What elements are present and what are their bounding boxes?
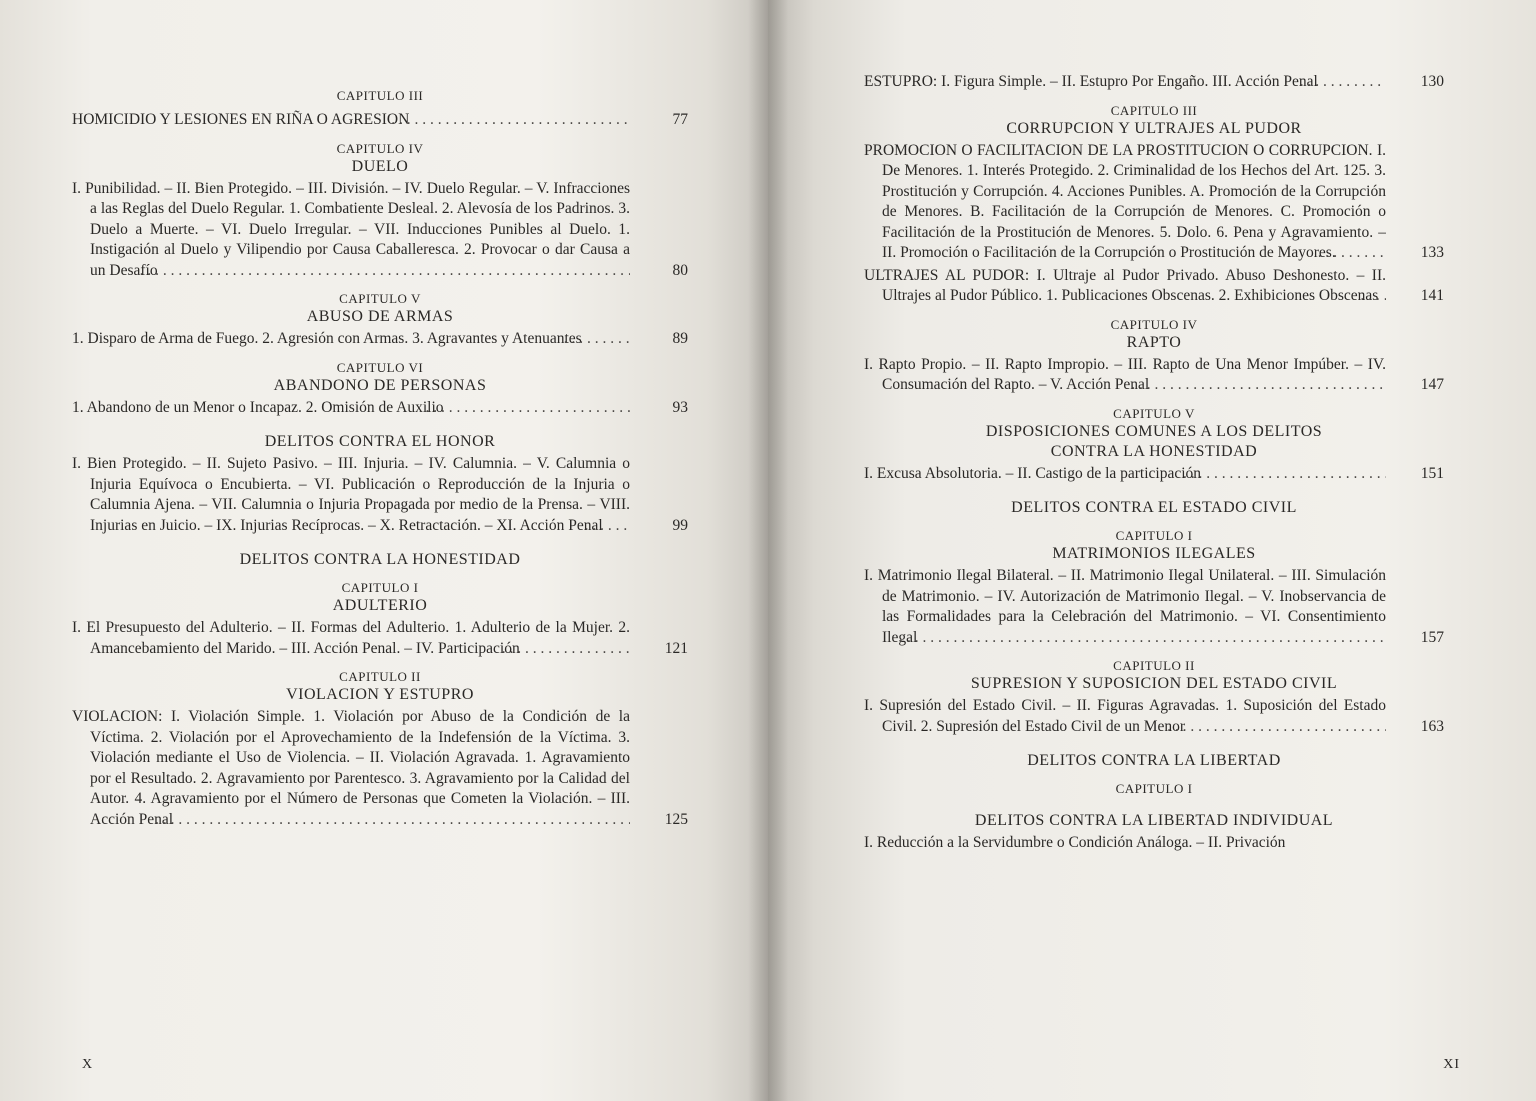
page-number-left: X (82, 1057, 94, 1072)
toc-entry (864, 566, 1444, 648)
section-heading: DELITOS CONTRA LA LIBERTAD INDIVIDUAL (974, 812, 1334, 829)
chapter-label: CAPITULO IV (1110, 316, 1198, 332)
toc-entry (72, 707, 688, 830)
chapter-title: ADULTERIO (332, 597, 428, 614)
toc-page-number: 157 (1420, 628, 1444, 646)
toc-entry-text: 1. Abandono de un Menor o Incapaz. 2. Omisión de Auxilio . . . (72, 398, 630, 419)
chapter-title: SUPRESION Y SUPOSICION DEL ESTADO CIVIL (970, 675, 1338, 692)
toc-entry-text: I. Rapto Propio. – II. Rapto Impropio. – III. Rapto de Una Menor Impúber. – IV. Consumación del Rapto. – V. Acción Penal . . . (864, 355, 1386, 396)
toc-page-number: 133 (1420, 244, 1444, 261)
toc-page-number: 147 (1420, 376, 1444, 393)
chapter-title: CORRUPCION Y ULTRAJES AL PUDOR (1006, 119, 1302, 137)
toc-entry (72, 110, 688, 131)
chapter-label: CAPITULO V (1113, 405, 1195, 421)
toc-entry-text: ULTRAJES AL PUDOR: I. Ultraje al Pudor Privado. Abuso Deshonesto. – II. Ultrajes al Pudor Público. 1. Publicaciones Obscenas. 2. Exhibiciones Obscenas . . . (864, 266, 1386, 307)
page-number-right: XI (1443, 1057, 1460, 1072)
section-heading: DELITOS CONTRA EL HONOR (264, 433, 496, 450)
toc-entry (864, 266, 1444, 307)
section-heading: DELITOS CONTRA LA HONESTIDAD (239, 551, 521, 568)
chapter-label: CAPITULO IV (336, 140, 424, 156)
chapter-label: CAPITULO VI (336, 359, 424, 375)
toc-entry-text: I. Excusa Absolutoria. – II. Castigo de la participación . . . (864, 464, 1386, 485)
chapter-label: CAPITULO III (1110, 102, 1198, 118)
chapter-label: CAPITULO II (1113, 658, 1195, 673)
toc-entry-text: I. Supresión del Estado Civil. – II. Figuras Agravadas. 1. Suposición del Estado Civil. 2. Supresión del Estado Civil de un Menor . . . (864, 696, 1386, 737)
toc-page-number: 99 (672, 516, 688, 534)
toc-entry (864, 696, 1444, 737)
toc-entry-text: PROMOCION O FACILITACION DE LA PROSTITUCION O CORRUPCION. I. De Menores. 1. Interés Protegido. 2. Criminalidad de los Hechos del Art. 125. 3. Prostitución y Corrupción. 4. Acciones Punibles. A. Promoción de la Corrupción de Menores. B. Facilitación de la Corrupción de Menores. C. Promoción o Facilitación de la Prostitución de Menores. 5. Dolo. 6. Pena y Agravamiento. – II. Promoción o Facilitación de la Corrupción o Prostitución de Mayores. . . . (864, 141, 1386, 264)
table-of-contents-left (72, 88, 688, 830)
toc-entry (864, 833, 1444, 854)
toc-page-number: 125 (664, 810, 688, 828)
chapter-title: RAPTO (1126, 333, 1182, 351)
toc-entry-text: HOMICIDIO Y LESIONES EN RIÑA O AGRESION . . . (72, 110, 630, 131)
section-heading: DELITOS CONTRA EL ESTADO CIVIL (1011, 499, 1297, 516)
toc-page-number: 89 (672, 330, 688, 347)
chapter-label: CAPITULO III (336, 88, 424, 103)
toc-entry (864, 355, 1444, 396)
toc-page-number: 130 (1420, 73, 1444, 90)
right-page (768, 0, 1536, 1101)
chapter-title: DUELO (351, 157, 409, 175)
toc-page-number: 121 (664, 639, 688, 657)
chapter-title: ABANDONO DE PERSONAS (273, 376, 487, 394)
chapter-label: CAPITULO I (1115, 528, 1193, 543)
toc-page-number: 163 (1420, 717, 1444, 735)
toc-entry-text: I. Bien Protegido. – II. Sujeto Pasivo. – III. Injuria. – IV. Calumnia. – V. Calumnia o Injuria Equívoca o Encubierta. – VI. Publicación o Reproducción de la Injuria o Calumnia Ajena. – VII. Calumnia o Injuria Propagada por medio de la Prensa. – VIII. Injurias en Juicio. – IX. Injurias Recíprocas. – X. Retractación. – XI. Acción Penal . . . (72, 454, 630, 536)
chapter-title: VIOLACION Y ESTUPRO (286, 686, 474, 703)
toc-entry-text: I. El Presupuesto del Adulterio. – II. Formas del Adulterio. 1. Adulterio de la Mujer. 2. Amancebamiento del Marido. – III. Acción Penal. – IV. Participación . . . (72, 618, 630, 659)
chapter-title: ABUSO DE ARMAS (306, 308, 454, 325)
toc-entry (72, 398, 688, 419)
toc-entry-text: I. Reducción a la Servidumbre o Condición Análoga. – II. Privación (864, 834, 1286, 851)
toc-entry-text: VIOLACION: I. Violación Simple. 1. Violación por Abuso de la Condición de la Víctima. 2. Violación por el Aprovechamiento de la Indefensión de la Víctima. 3. Violación mediante el Uso de Violencia. – II. Violación Agravada. 1. Agravamiento por el Resultado. 2. Agravamiento por Parentesco. 3. Agravamiento por la Calidad del Autor. 4. Agravamiento por el Número de Personas que Cometen la Violación. – III. Acción Penal . . . (72, 707, 630, 830)
toc-page-number: 93 (672, 398, 688, 416)
toc-entry (72, 454, 688, 536)
chapter-label: CAPITULO II (339, 669, 421, 684)
chapter-label: CAPITULO I (1115, 781, 1193, 796)
toc-page-number: 80 (672, 261, 688, 279)
chapter-label: CAPITULO I (341, 580, 419, 595)
section-heading: DELITOS CONTRA LA LIBERTAD (1027, 752, 1281, 769)
table-of-contents-right (864, 72, 1444, 854)
toc-entry-text: I. Punibilidad. – II. Bien Protegido. – III. División. – IV. Duelo Regular. – V. Infracciones a las Reglas del Duelo Regular. 1. Combatiente Desleal. 2. Alevosía de los Padrinos. 3. Duelo a Muerte. – VI. Duelo Irregular. – VII. Inducciones Punibles al Duelo. 1. Instigación al Duelo y Vilipendio por Causa Caballeresca. 2. Provocar o dar Causa a un Desafío . . . (72, 179, 630, 282)
toc-page-number: 77 (672, 111, 688, 128)
chapter-title: MATRIMONIOS ILEGALES (1052, 545, 1256, 562)
toc-entry-text: ESTUPRO: I. Figura Simple. – II. Estupro Por Engaño. III. Acción Penal . . . (864, 72, 1386, 93)
chapter-title: DISPOSICIONES COMUNES A LOS DELITOS (985, 422, 1323, 440)
chapter-title: CONTRA LA HONESTIDAD (1050, 442, 1258, 460)
toc-entry (72, 618, 688, 659)
toc-entry (864, 464, 1444, 485)
toc-entry (864, 141, 1444, 264)
chapter-label: CAPITULO V (339, 291, 421, 306)
toc-page-number: 141 (1420, 287, 1444, 304)
toc-entry-text: 1. Disparo de Arma de Fuego. 2. Agresión con Armas. 3. Agravantes y Atenuantes . . . (72, 329, 630, 350)
toc-entry (864, 72, 1444, 93)
toc-page-number: 151 (1420, 464, 1444, 482)
toc-entry (72, 179, 688, 282)
toc-entry-text: I. Matrimonio Ilegal Bilateral. – II. Matrimonio Ilegal Unilateral. – III. Simulación de Matrimonio. – IV. Autorización de Matrimonio Ilegal. – V. Inobservancia de las Formalidades para la Celebración del Matrimonio. – VI. Consentimiento Ilegal . . . (864, 566, 1386, 648)
toc-entry (72, 329, 688, 350)
